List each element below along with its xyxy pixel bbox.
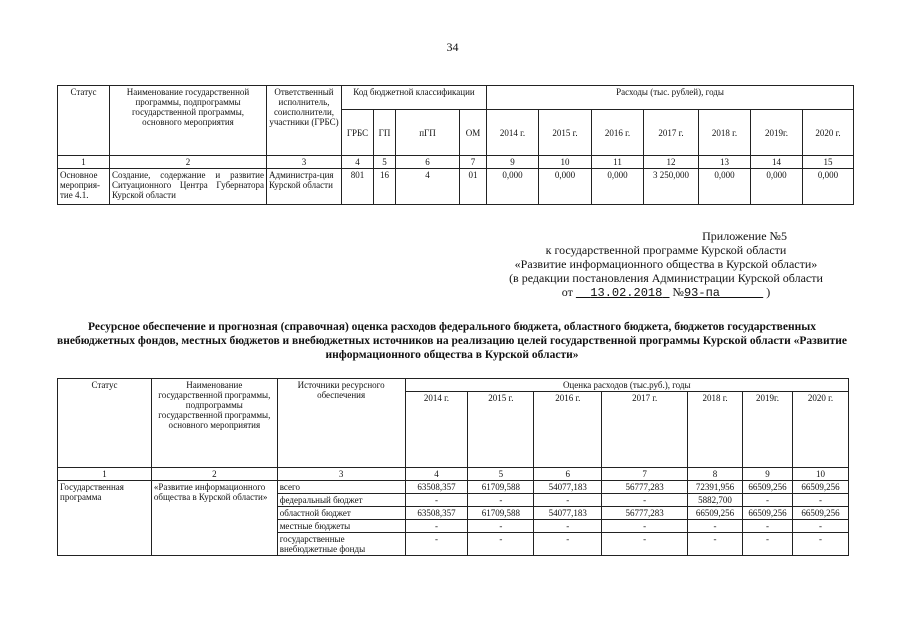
col-number: 6 <box>396 156 460 169</box>
row-value: 66509,256 <box>793 507 849 520</box>
row-value: 72391,956 <box>688 481 743 494</box>
appendix-header <box>480 229 852 300</box>
header-year: 2020 г. <box>803 110 854 156</box>
header-name: Наименование государственной программы, подпрограммы государственной программы, основного мероприятия <box>151 379 277 468</box>
row-value: - <box>602 533 688 556</box>
row-responsible: Администра-ция Курской области <box>267 169 342 205</box>
header-year: 2014 г. <box>487 110 539 156</box>
col-number: 2 <box>110 156 267 169</box>
number-label: № <box>672 285 684 299</box>
row-value: - <box>793 520 849 533</box>
col-number: 6 <box>534 468 602 481</box>
row-value: - <box>743 533 793 556</box>
row-value: 63508,357 <box>405 507 468 520</box>
row-value: 0,000 <box>751 169 803 205</box>
header-year: 2016 г. <box>592 110 644 156</box>
header-name: Наименование государственной программы, подпрограммы государственной программы, основного мероприятия <box>110 86 267 156</box>
row-value: 0,000 <box>699 169 751 205</box>
header-budget-code: Код бюджетной классификации <box>342 86 487 110</box>
header-status: Статус <box>58 379 152 468</box>
header-year: 2014 г. <box>405 392 468 468</box>
decree-number: 93-па <box>683 286 720 300</box>
row-value: - <box>793 494 849 507</box>
row-value: - <box>405 533 468 556</box>
header-code-col: ГП <box>374 110 396 156</box>
row-value: - <box>602 494 688 507</box>
col-number: 7 <box>602 468 688 481</box>
col-number: 15 <box>803 156 854 169</box>
row-value: 0,000 <box>487 169 539 205</box>
table-row <box>58 169 854 205</box>
close-paren: ) <box>766 285 771 299</box>
header-year: 2020 г. <box>793 392 849 468</box>
row-value: - <box>602 520 688 533</box>
row-code: 16 <box>374 169 396 205</box>
row-source: всего <box>277 481 405 494</box>
row-value: - <box>405 520 468 533</box>
appendix-date-line <box>480 285 852 300</box>
row-value: - <box>793 533 849 556</box>
row-status: Государственная программа <box>58 481 152 556</box>
header-year: 2019г. <box>751 110 803 156</box>
col-number: 10 <box>793 468 849 481</box>
col-number: 9 <box>743 468 793 481</box>
row-value: - <box>468 520 534 533</box>
appendix-line: (в редакции постановления Администрации Курской области <box>509 271 823 285</box>
row-value: 66509,256 <box>688 507 743 520</box>
row-value: 0,000 <box>539 169 592 205</box>
header-year: 2018 г. <box>699 110 751 156</box>
appendix-line: «Развитие информационного общества в Курской области» <box>514 257 818 271</box>
col-number: 2 <box>151 468 277 481</box>
row-source: федеральный бюджет <box>277 494 405 507</box>
row-value: - <box>534 520 602 533</box>
header-code-col: ОМ <box>460 110 487 156</box>
row-status: Основное мероприя-тие 4.1. <box>58 169 110 205</box>
row-name: «Развитие информационного общества в Курской области» <box>151 481 277 556</box>
row-value: - <box>468 494 534 507</box>
header-expenses: Расходы (тыс. рублей), годы <box>487 86 854 110</box>
row-value: 3 250,000 <box>644 169 699 205</box>
row-value: 0,000 <box>592 169 644 205</box>
row-value: - <box>743 494 793 507</box>
row-value: 54077,183 <box>534 507 602 520</box>
col-number: 3 <box>277 468 405 481</box>
col-number: 14 <box>751 156 803 169</box>
header-year: 2015 г. <box>539 110 592 156</box>
appendix-line: Приложение №5 <box>702 229 787 243</box>
row-value: - <box>405 494 468 507</box>
header-estimate: Оценка расходов (тыс.руб.), годы <box>405 379 849 392</box>
row-code: 801 <box>342 169 374 205</box>
col-number: 3 <box>267 156 342 169</box>
resource-table <box>57 378 849 556</box>
row-value: - <box>688 533 743 556</box>
col-number: 1 <box>58 156 110 169</box>
row-code: 4 <box>396 169 460 205</box>
header-year: 2016 г. <box>534 392 602 468</box>
row-value: 66509,256 <box>743 481 793 494</box>
row-value: 66509,256 <box>743 507 793 520</box>
row-name: Создание, содержание и развитие Ситуационного Центра Губернатора Курской области <box>110 169 267 205</box>
col-number: 8 <box>688 468 743 481</box>
row-source: государственные внебюджетные фонды <box>277 533 405 556</box>
row-value: - <box>688 520 743 533</box>
col-number: 10 <box>539 156 592 169</box>
col-number: 4 <box>342 156 374 169</box>
header-code-col: пГП <box>396 110 460 156</box>
header-code-col: ГРБС <box>342 110 374 156</box>
col-number: 7 <box>460 156 487 169</box>
col-number: 9 <box>487 156 539 169</box>
row-code: 01 <box>460 169 487 205</box>
header-year: 2015 г. <box>468 392 534 468</box>
col-number: 1 <box>58 468 152 481</box>
expenses-table <box>57 85 854 205</box>
header-year: 2017 г. <box>602 392 688 468</box>
row-source: местные бюджеты <box>277 520 405 533</box>
col-number: 12 <box>644 156 699 169</box>
row-value: - <box>468 533 534 556</box>
header-year: 2019г. <box>743 392 793 468</box>
row-value: - <box>534 494 602 507</box>
page-number: 34 <box>446 40 459 54</box>
from-label: от <box>561 285 573 299</box>
row-value: 66509,256 <box>793 481 849 494</box>
col-number: 4 <box>405 468 468 481</box>
document-title: Ресурсное обеспечение и прогнозная (справочная) оценка расходов федерального бюджета, областного бюджета, бюджетов государственных внебюджетных фондов, местных бюджетов и внебюджетных источников на реализацию целей государственной программы Курской области «Развитие информационного общества в Курской области» <box>57 321 847 361</box>
row-value: 56777,283 <box>602 507 688 520</box>
col-number: 11 <box>592 156 644 169</box>
decree-date: 13.02.2018 <box>590 286 663 300</box>
row-value: - <box>743 520 793 533</box>
row-value: 61709,588 <box>468 481 534 494</box>
row-value: 56777,283 <box>602 481 688 494</box>
row-source: областной бюджет <box>277 507 405 520</box>
row-value: 61709,588 <box>468 507 534 520</box>
header-year: 2017 г. <box>644 110 699 156</box>
col-number: 5 <box>374 156 396 169</box>
header-source: Источники ресурсного обеспечения <box>277 379 405 468</box>
header-responsible: Ответственный исполнитель, соисполнители, участники (ГРБС) <box>267 86 342 156</box>
row-value: 5882,700 <box>688 494 743 507</box>
header-year: 2018 г. <box>688 392 743 468</box>
row-value: 63508,357 <box>405 481 468 494</box>
table-row <box>58 481 849 494</box>
col-number: 5 <box>468 468 534 481</box>
header-status: Статус <box>58 86 110 156</box>
col-number: 13 <box>699 156 751 169</box>
row-value: 54077,183 <box>534 481 602 494</box>
row-value: - <box>534 533 602 556</box>
appendix-line: к государственной программе Курской области <box>545 243 787 257</box>
row-value: 0,000 <box>803 169 854 205</box>
